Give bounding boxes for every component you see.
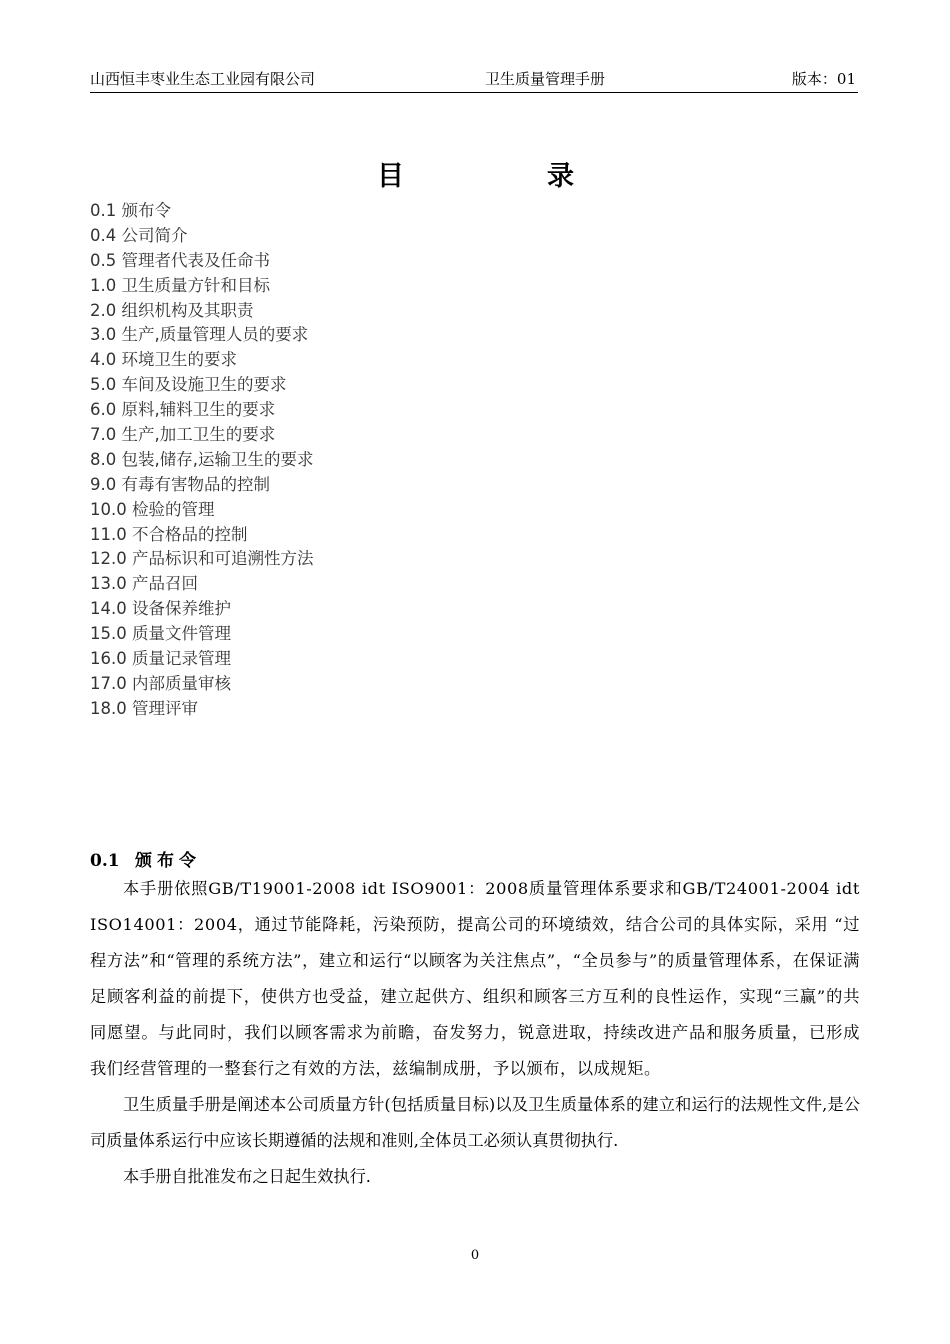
header-manual-title: 卫生质量管理手册	[485, 70, 606, 88]
toc-list	[90, 199, 313, 722]
toc-item: 0.5 管理者代表及任命书	[90, 250, 270, 270]
toc-item: 2.0 组织机构及其职责	[90, 300, 254, 320]
body-paragraph: 卫生质量手册是阐述本公司质量方针(包括质量目标)以及卫生质量体系的建立和运行的法规性文件,是公司质量体系运行中应该长期遵循的法规和准则,全体员工必须认真贯彻执行.	[90, 1095, 860, 1150]
body-paragraph: 本手册依照GB/T19001-2008 idt ISO9001：2008质量管理体系要求和GB/T24001-2004 idt ISO14001：2004，通过节能降耗，污染预防，提高公司的环境绩效，结合公司的具体实际，采用 “过程方法”和“管理的系统方法”，建立和运行“以顾客为关注焦点”，“全员参与”的质量管理体系，在保证满足顾客利益的前提下，使供方也受益，建立起供方、组织和顾客三方互利的良性运作，实现“三赢”的共同愿望。与此同时，我们以顾客需求为前瞻，奋发努力，锐意进取，持续改进产品和服务质量，已形成我们经营管理的一整套行之有效的方法，兹编制成册，予以颁布，以成规矩。	[90, 879, 860, 1078]
toc-item: 13.0 产品召回	[90, 574, 198, 594]
header-version: 版本：01	[791, 70, 856, 88]
toc-item: 16.0 质量记录管理	[90, 649, 231, 669]
toc-item: 3.0 生产,质量管理人员的要求	[90, 325, 309, 345]
toc-item: 4.0 环境卫生的要求	[90, 350, 237, 370]
page-number: 0	[470, 1248, 480, 1263]
toc-item: 12.0 产品标识和可追溯性方法	[90, 549, 314, 569]
header-company: 山西恒丰枣业生态工业园有限公司	[90, 70, 316, 88]
toc-item: 1.0 卫生质量方针和目标	[90, 275, 270, 295]
toc-item: 15.0 质量文件管理	[90, 624, 231, 644]
toc-item: 0.1 颁布令	[90, 201, 171, 220]
section-heading	[90, 846, 201, 871]
toc-item: 11.0 不合格品的控制	[90, 524, 248, 544]
toc-item: 10.0 检验的管理	[90, 499, 215, 519]
toc-item: 0.4 公司简介	[90, 225, 188, 245]
toc-item: 18.0 管理评审	[90, 698, 198, 718]
toc-title-char-2: 录	[547, 161, 574, 192]
toc-item: 17.0 内部质量审核	[90, 673, 231, 693]
toc-title-char-1: 目	[377, 161, 404, 192]
toc-item: 6.0 原料,辅料卫生的要求	[90, 400, 276, 420]
section-title: 颁布令	[135, 851, 201, 871]
section-body	[90, 871, 860, 1195]
toc-item: 8.0 包装,储存,运输卫生的要求	[90, 449, 314, 469]
toc-item: 7.0 生产,加工卫生的要求	[90, 425, 276, 445]
toc-item: 14.0 设备保养维护	[90, 599, 231, 619]
section-number: 0.1	[90, 851, 120, 871]
page-header	[90, 66, 858, 93]
toc-item: 9.0 有毒有害物品的控制	[90, 474, 270, 494]
toc-item: 5.0 车间及设施卫生的要求	[90, 375, 287, 395]
body-paragraph: 本手册自批准发布之日起生效执行.	[123, 1167, 371, 1186]
